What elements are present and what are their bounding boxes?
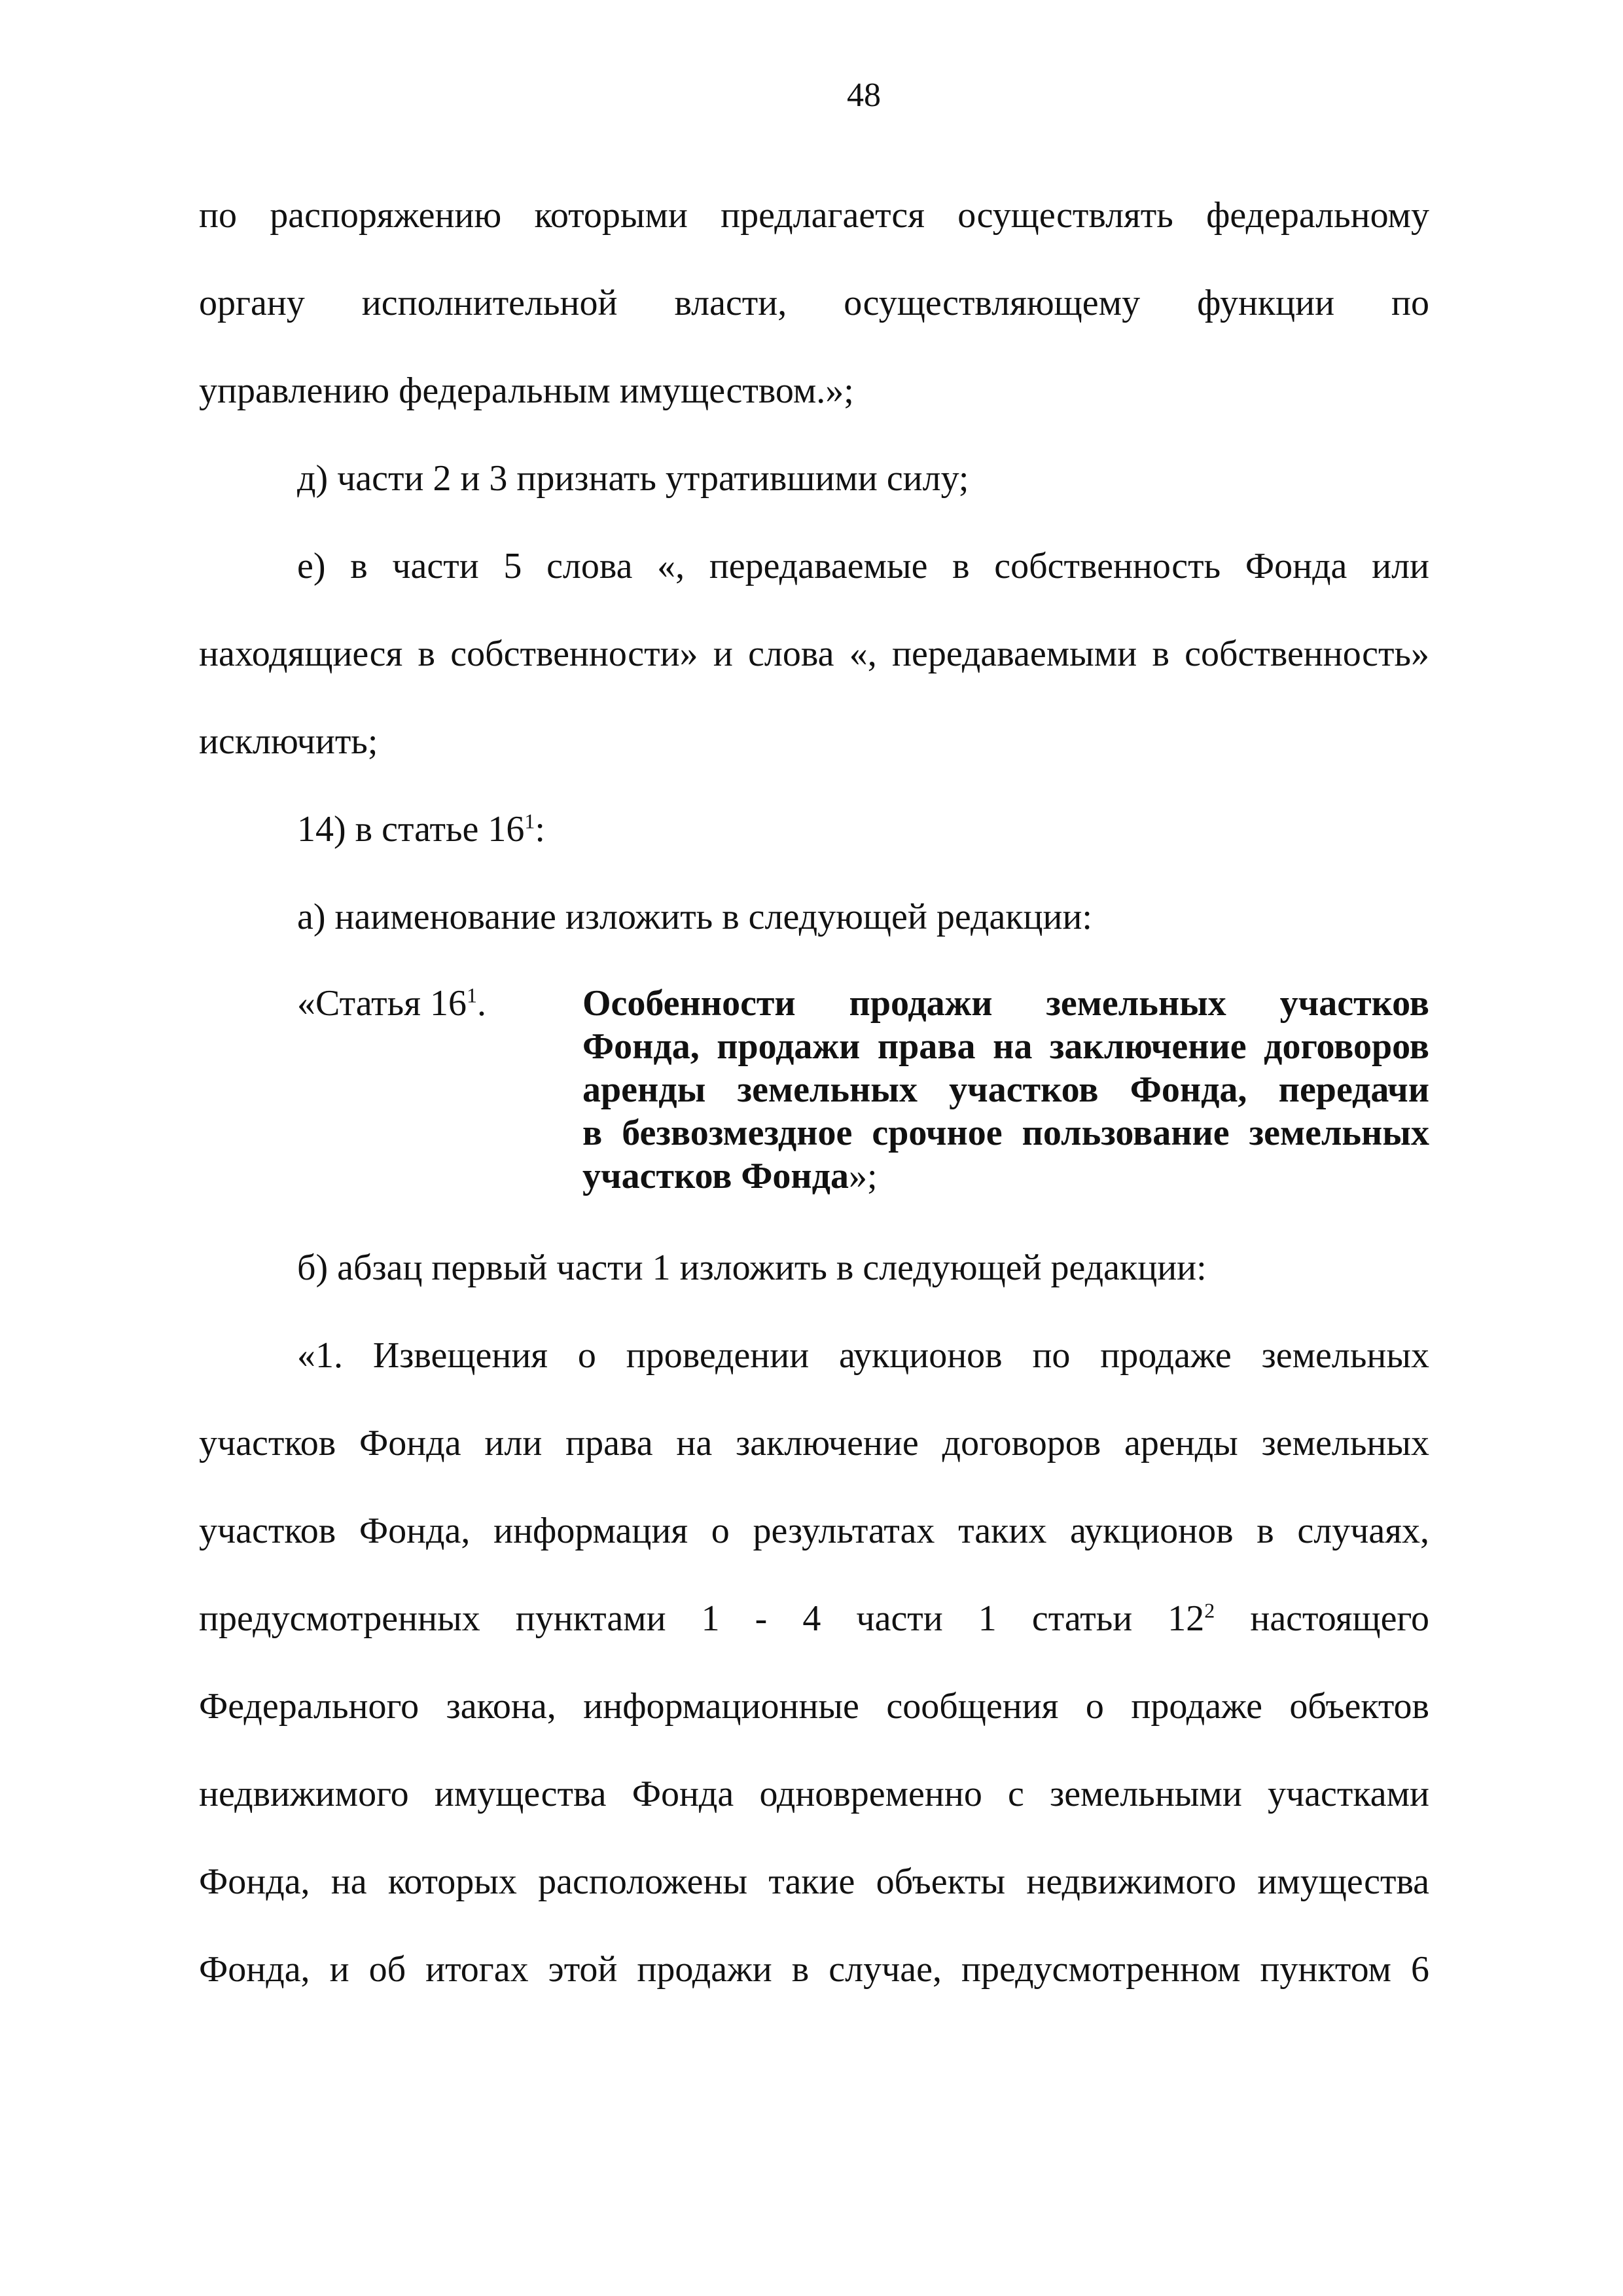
superscript: 1 <box>466 983 477 1007</box>
text-line: б) абзац первый части 1 изложить в следующей редакции: <box>297 1247 1207 1288</box>
text-line: Федерального закона, информационные сообщения о продаже объектов <box>199 1686 1429 1727</box>
article-label-dot: . <box>476 983 486 1024</box>
item-a <box>199 873 1429 961</box>
title-line: аренды земельных участков Фонда, передачи <box>582 1069 1429 1110</box>
title-line: Особенности продажи земельных участков <box>582 983 1429 1024</box>
text-line: управлению федеральным имуществом.»; <box>199 370 854 411</box>
text-line <box>199 785 1429 873</box>
item-14 <box>199 785 1429 873</box>
text-line: д) части 2 и 3 признать утратившими силу; <box>297 458 969 499</box>
page-number: 48 <box>847 77 881 114</box>
superscript: 1 <box>524 809 535 833</box>
article-label-text: «Статья 16 <box>297 983 467 1024</box>
title-line: Фонда, продажи права на заключение договоров <box>582 1026 1429 1067</box>
text-line: участков Фонда или права на заключение договоров аренды земельных <box>199 1423 1429 1463</box>
item-b <box>199 1224 1429 1312</box>
article-title <box>582 982 1429 1198</box>
paragraph-1 <box>199 1312 1429 2013</box>
article-label <box>297 982 486 1025</box>
text-line: «1. Извещения о проведении аукционов по продаже земельных <box>297 1335 1429 1376</box>
title-bold-tail: участков Фонда <box>582 1156 849 1196</box>
paragraph-continuation <box>199 171 1429 435</box>
text-line: по распоряжению которыми предлагается осуществлять федеральному <box>199 195 1429 236</box>
text-line: органу исполнительной власти, осуществляющему функции по <box>199 283 1429 323</box>
text-line: е) в части 5 слова «, передаваемые в собственность Фонда или <box>297 546 1429 586</box>
item-14-text: 14) в статье 16 <box>297 809 525 850</box>
text-line: участков Фонда, информация о результатах таких аукционов в случаях, <box>199 1511 1429 1551</box>
item-e <box>199 522 1429 785</box>
title-closing-quote: »; <box>849 1156 878 1196</box>
title-line <box>582 1155 1429 1198</box>
text-line: исключить; <box>199 721 378 762</box>
text-line: недвижимого имущества Фонда одновременно с земельными участками <box>199 1774 1429 1814</box>
item-d <box>199 435 1429 522</box>
text-line: Фонда, и об итогах этой продажи в случае, предусмотренном пунктом 6 <box>199 1949 1429 1990</box>
item-14-colon: : <box>535 809 545 850</box>
text-line: а) наименование изложить в следующей редакции: <box>297 897 1092 937</box>
text-line <box>199 1575 1429 1662</box>
line-4-text: предусмотренных пунктами 1 - 4 части 1 статьи 12 <box>199 1598 1205 1639</box>
text-line: Фонда, на которых расположены такие объекты недвижимого имущества <box>199 1861 1429 1902</box>
line-4-tail: настоящего <box>1215 1598 1430 1639</box>
text-line: находящиеся в собственности» и слова «, передаваемыми в собственность» <box>199 634 1429 674</box>
superscript: 2 <box>1204 1598 1215 1623</box>
title-line: в безвозмездное срочное пользование земельных <box>582 1113 1429 1153</box>
